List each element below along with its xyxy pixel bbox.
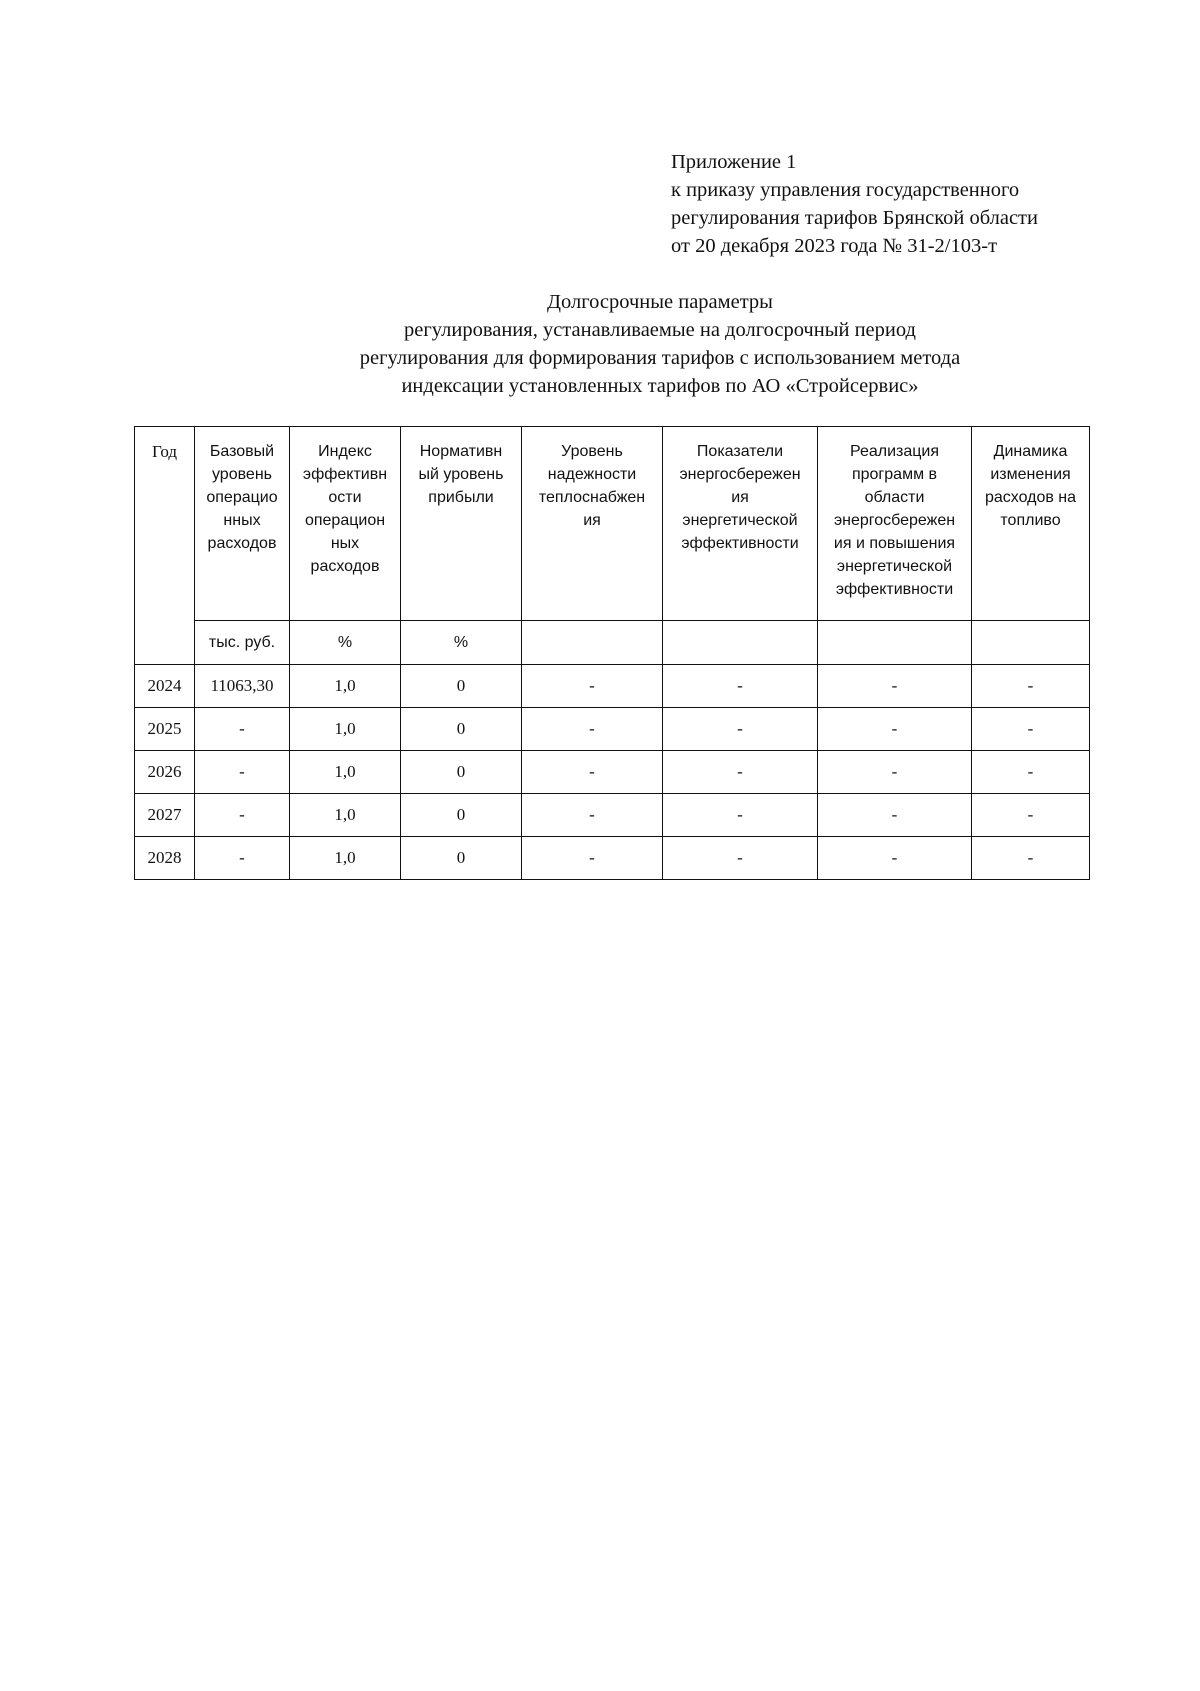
cell-reliability: - (522, 837, 663, 880)
header-efficiency-index (290, 427, 401, 621)
cell-energy-programs: - (818, 794, 972, 837)
cell-fuel-dynamics: - (972, 708, 1090, 751)
cell-energy-programs: - (818, 708, 972, 751)
cell-year: 2027 (135, 794, 195, 837)
cell-year: 2024 (135, 665, 195, 708)
header-line: эффективности (835, 581, 954, 598)
title-line: регулирования, устанавливаемые на долгосрочный период (404, 319, 916, 341)
cell-reliability: - (522, 751, 663, 794)
header-line: ый уровень (418, 466, 504, 483)
header-line: операцио (206, 489, 278, 506)
header-line: энергосбережен (679, 466, 801, 483)
cell-energy-programs: - (818, 837, 972, 880)
cell-base-opex: - (195, 837, 290, 880)
header-line: операцион (304, 512, 386, 529)
parameters-table (134, 426, 1090, 880)
header-reliability (522, 427, 663, 621)
cell-energy-saving-indicators: - (663, 708, 818, 751)
header-line: расходов (207, 535, 277, 552)
header-line: ия (583, 512, 601, 529)
appendix-line: от 20 декабря 2023 года № 31-2/103-т (671, 235, 998, 257)
header-line: области (864, 489, 925, 506)
unit-energy-programs (818, 621, 972, 665)
header-line: ия (731, 489, 749, 506)
cell-fuel-dynamics: - (972, 665, 1090, 708)
header-line: ости (328, 489, 362, 506)
table-row (135, 665, 1090, 708)
header-line: прибыли (428, 489, 494, 506)
header-base-opex (195, 427, 290, 621)
cell-energy-programs: - (818, 665, 972, 708)
cell-efficiency-index: 1,0 (290, 794, 401, 837)
cell-normative-profit: 0 (401, 751, 522, 794)
cell-efficiency-index: 1,0 (290, 751, 401, 794)
header-line: ных (330, 535, 360, 552)
cell-base-opex: - (195, 751, 290, 794)
header-line: программ в (851, 466, 938, 483)
header-normative-profit (401, 427, 522, 621)
cell-year: 2028 (135, 837, 195, 880)
unit-energy-saving-indicators (663, 621, 818, 665)
header-line: Год (152, 442, 177, 461)
unit-reliability (522, 621, 663, 665)
table-row (135, 708, 1090, 751)
cell-energy-saving-indicators: - (663, 751, 818, 794)
cell-normative-profit: 0 (401, 665, 522, 708)
header-line: топливо (1000, 512, 1061, 529)
header-line: нных (223, 512, 261, 529)
header-line: энергетической (836, 558, 953, 575)
header-row (135, 427, 1090, 621)
table-body (135, 427, 1090, 880)
cell-year: 2025 (135, 708, 195, 751)
header-energy-saving-indicators (663, 427, 818, 621)
header-line: надежности (547, 466, 637, 483)
header-line: расходов на (984, 489, 1077, 506)
cell-base-opex: 11063,30 (195, 665, 290, 708)
cell-energy-saving-indicators: - (663, 794, 818, 837)
header-line: Нормативн (419, 443, 503, 460)
appendix-line: к приказу управления государственного (671, 179, 1020, 201)
title-line: индексации установленных тарифов по АО «Стройсервис» (401, 375, 919, 397)
header-line: Показатели (696, 443, 784, 460)
cell-normative-profit: 0 (401, 708, 522, 751)
header-line: Индекс (318, 443, 372, 460)
cell-energy-saving-indicators: - (663, 665, 818, 708)
header-fuel-dynamics (972, 427, 1090, 621)
unit-year (135, 621, 195, 665)
cell-reliability: - (522, 708, 663, 751)
cell-reliability: - (522, 665, 663, 708)
header-line: теплоснабжен (538, 489, 646, 506)
cell-efficiency-index: 1,0 (290, 837, 401, 880)
unit-fuel-dynamics (972, 621, 1090, 665)
cell-fuel-dynamics: - (972, 837, 1090, 880)
header-line: Динамика (993, 443, 1068, 460)
appendix-line: регулирования тарифов Брянской области (671, 207, 1038, 229)
appendix-block (671, 148, 1038, 260)
unit-efficiency-index: % (290, 621, 401, 665)
cell-base-opex: - (195, 708, 290, 751)
cell-energy-programs: - (818, 751, 972, 794)
title-line: регулирования для формирования тарифов с использованием метода (359, 347, 961, 369)
unit-base-opex: тыс. руб. (195, 621, 290, 665)
cell-reliability: - (522, 794, 663, 837)
cell-efficiency-index: 1,0 (290, 665, 401, 708)
table-row (135, 794, 1090, 837)
header-line: ия и повышения (833, 535, 956, 552)
cell-fuel-dynamics: - (972, 751, 1090, 794)
unit-normative-profit: % (401, 621, 522, 665)
header-line: изменения (990, 466, 1071, 483)
cell-efficiency-index: 1,0 (290, 708, 401, 751)
cell-fuel-dynamics: - (972, 794, 1090, 837)
cell-year: 2026 (135, 751, 195, 794)
document-title (120, 288, 1200, 400)
header-line: эффективности (681, 535, 799, 552)
table-row (135, 751, 1090, 794)
appendix-line: Приложение 1 (671, 151, 797, 173)
cell-energy-saving-indicators: - (663, 837, 818, 880)
units-row (135, 621, 1090, 665)
cell-normative-profit: 0 (401, 837, 522, 880)
header-line: энергетической (682, 512, 798, 529)
header-line: уровень (211, 466, 272, 483)
header-line: Базовый (209, 443, 275, 460)
header-line: эффективн (302, 466, 388, 483)
cell-normative-profit: 0 (401, 794, 522, 837)
title-line: Долгосрочные параметры (547, 291, 773, 313)
header-line: расходов (310, 558, 380, 575)
cell-base-opex: - (195, 794, 290, 837)
header-line: Реализация (849, 443, 940, 460)
header-line: энергосбережен (833, 512, 956, 529)
header-year (135, 427, 195, 621)
header-energy-programs (818, 427, 972, 621)
table-row (135, 837, 1090, 880)
header-line: Уровень (561, 443, 623, 460)
